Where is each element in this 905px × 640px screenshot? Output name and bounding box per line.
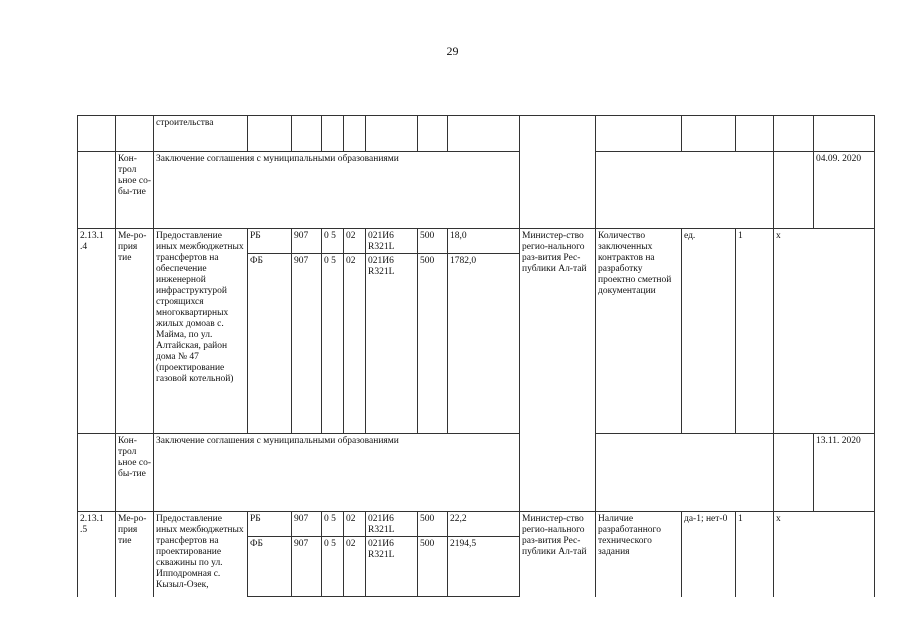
- control-event-label: Кон-трол ьное со-бы-тие: [116, 152, 154, 229]
- control-event-date: 13.11. 2020: [814, 434, 875, 512]
- program-table: [77, 115, 875, 597]
- control-event-text: Заключение соглашения с муниципальными образованиями: [154, 152, 520, 229]
- indicator: Наличие разработанного технического задания: [596, 512, 682, 597]
- executor: Министер-ство регио-нального раз-вития Рес-публики Ал-тай: [520, 512, 596, 597]
- measure-number: 2.13.1 .4: [78, 229, 116, 434]
- type-code: 500: [418, 229, 448, 254]
- type-code: 500: [418, 512, 448, 537]
- section-code: 0 5: [322, 254, 344, 434]
- control-event-text: Заключение соглашения с муниципальными образованиями: [154, 434, 520, 512]
- control-event-label: Кон-трол ьное со-бы-тие: [116, 434, 154, 512]
- amount: 18,0: [448, 229, 520, 254]
- control-event-date: 04.09. 2020: [814, 152, 875, 229]
- section-code: 0 5: [322, 229, 344, 254]
- measure-row: [78, 229, 875, 254]
- type-code: 500: [418, 537, 448, 597]
- mark: х: [774, 512, 875, 597]
- executor: Министер-ство регио-нального раз-вития Рес-публики Ал-тай: [520, 229, 596, 512]
- budget-code: ФБ: [248, 537, 292, 597]
- budget-code: РБ: [248, 512, 292, 537]
- subsection-code: 02: [344, 537, 366, 597]
- measure-label: Ме-ро-прия тие: [116, 229, 154, 434]
- grbs-code: 907: [292, 512, 322, 537]
- grbs-code: 907: [292, 537, 322, 597]
- grbs-code: 907: [292, 254, 322, 434]
- grbs-code: 907: [292, 229, 322, 254]
- type-code: 500: [418, 254, 448, 434]
- amount: 22,2: [448, 512, 520, 537]
- budget-code: РБ: [248, 229, 292, 254]
- continuation-row: [78, 116, 875, 152]
- cell-number: [78, 116, 116, 152]
- indicator: Количество заключенных контрактов на разработку проектно сметной документации: [596, 229, 682, 434]
- control-event-row: [78, 434, 875, 512]
- measure-description: Предоставление иных межбюджетных трансфертов на обеспечение инженерной инфраструктурой строящихся многоквартирных жилых домоав с. Майма, по ул. Алтайская, район дома № 47 (проектирование газовой котельной): [154, 229, 248, 434]
- measure-row: [78, 512, 875, 537]
- amount: 2194,5: [448, 537, 520, 597]
- article-code: 021И6 R321L: [366, 537, 418, 597]
- mark: х: [774, 229, 875, 434]
- article-code: 021И6 R321L: [366, 254, 418, 434]
- cell-description: строительства: [154, 116, 248, 152]
- measure-label: Ме-ро-прия тие: [116, 512, 154, 597]
- section-code: 0 5: [322, 537, 344, 597]
- subsection-code: 02: [344, 229, 366, 254]
- cell-type: [116, 116, 154, 152]
- indicator-value: 1: [736, 512, 774, 597]
- indicator-value: 1: [736, 229, 774, 434]
- amount: 1782,0: [448, 254, 520, 434]
- subsection-code: 02: [344, 254, 366, 434]
- control-event-row: [78, 152, 875, 229]
- article-code: 021И6 R321L: [366, 229, 418, 254]
- unit: да-1; нет-0: [682, 512, 736, 597]
- article-code: 021И6 R321L: [366, 512, 418, 537]
- page-number: 29: [446, 44, 459, 58]
- budget-code: ФБ: [248, 254, 292, 434]
- section-code: 0 5: [322, 512, 344, 537]
- subsection-code: 02: [344, 512, 366, 537]
- measure-description: Предоставление иных межбюджетных трансфертов на проектирование скважины по ул. Ипподромная с. Кызыл-Озек,: [154, 512, 248, 597]
- unit: ед.: [682, 229, 736, 434]
- measure-number: 2.13.1 .5: [78, 512, 116, 597]
